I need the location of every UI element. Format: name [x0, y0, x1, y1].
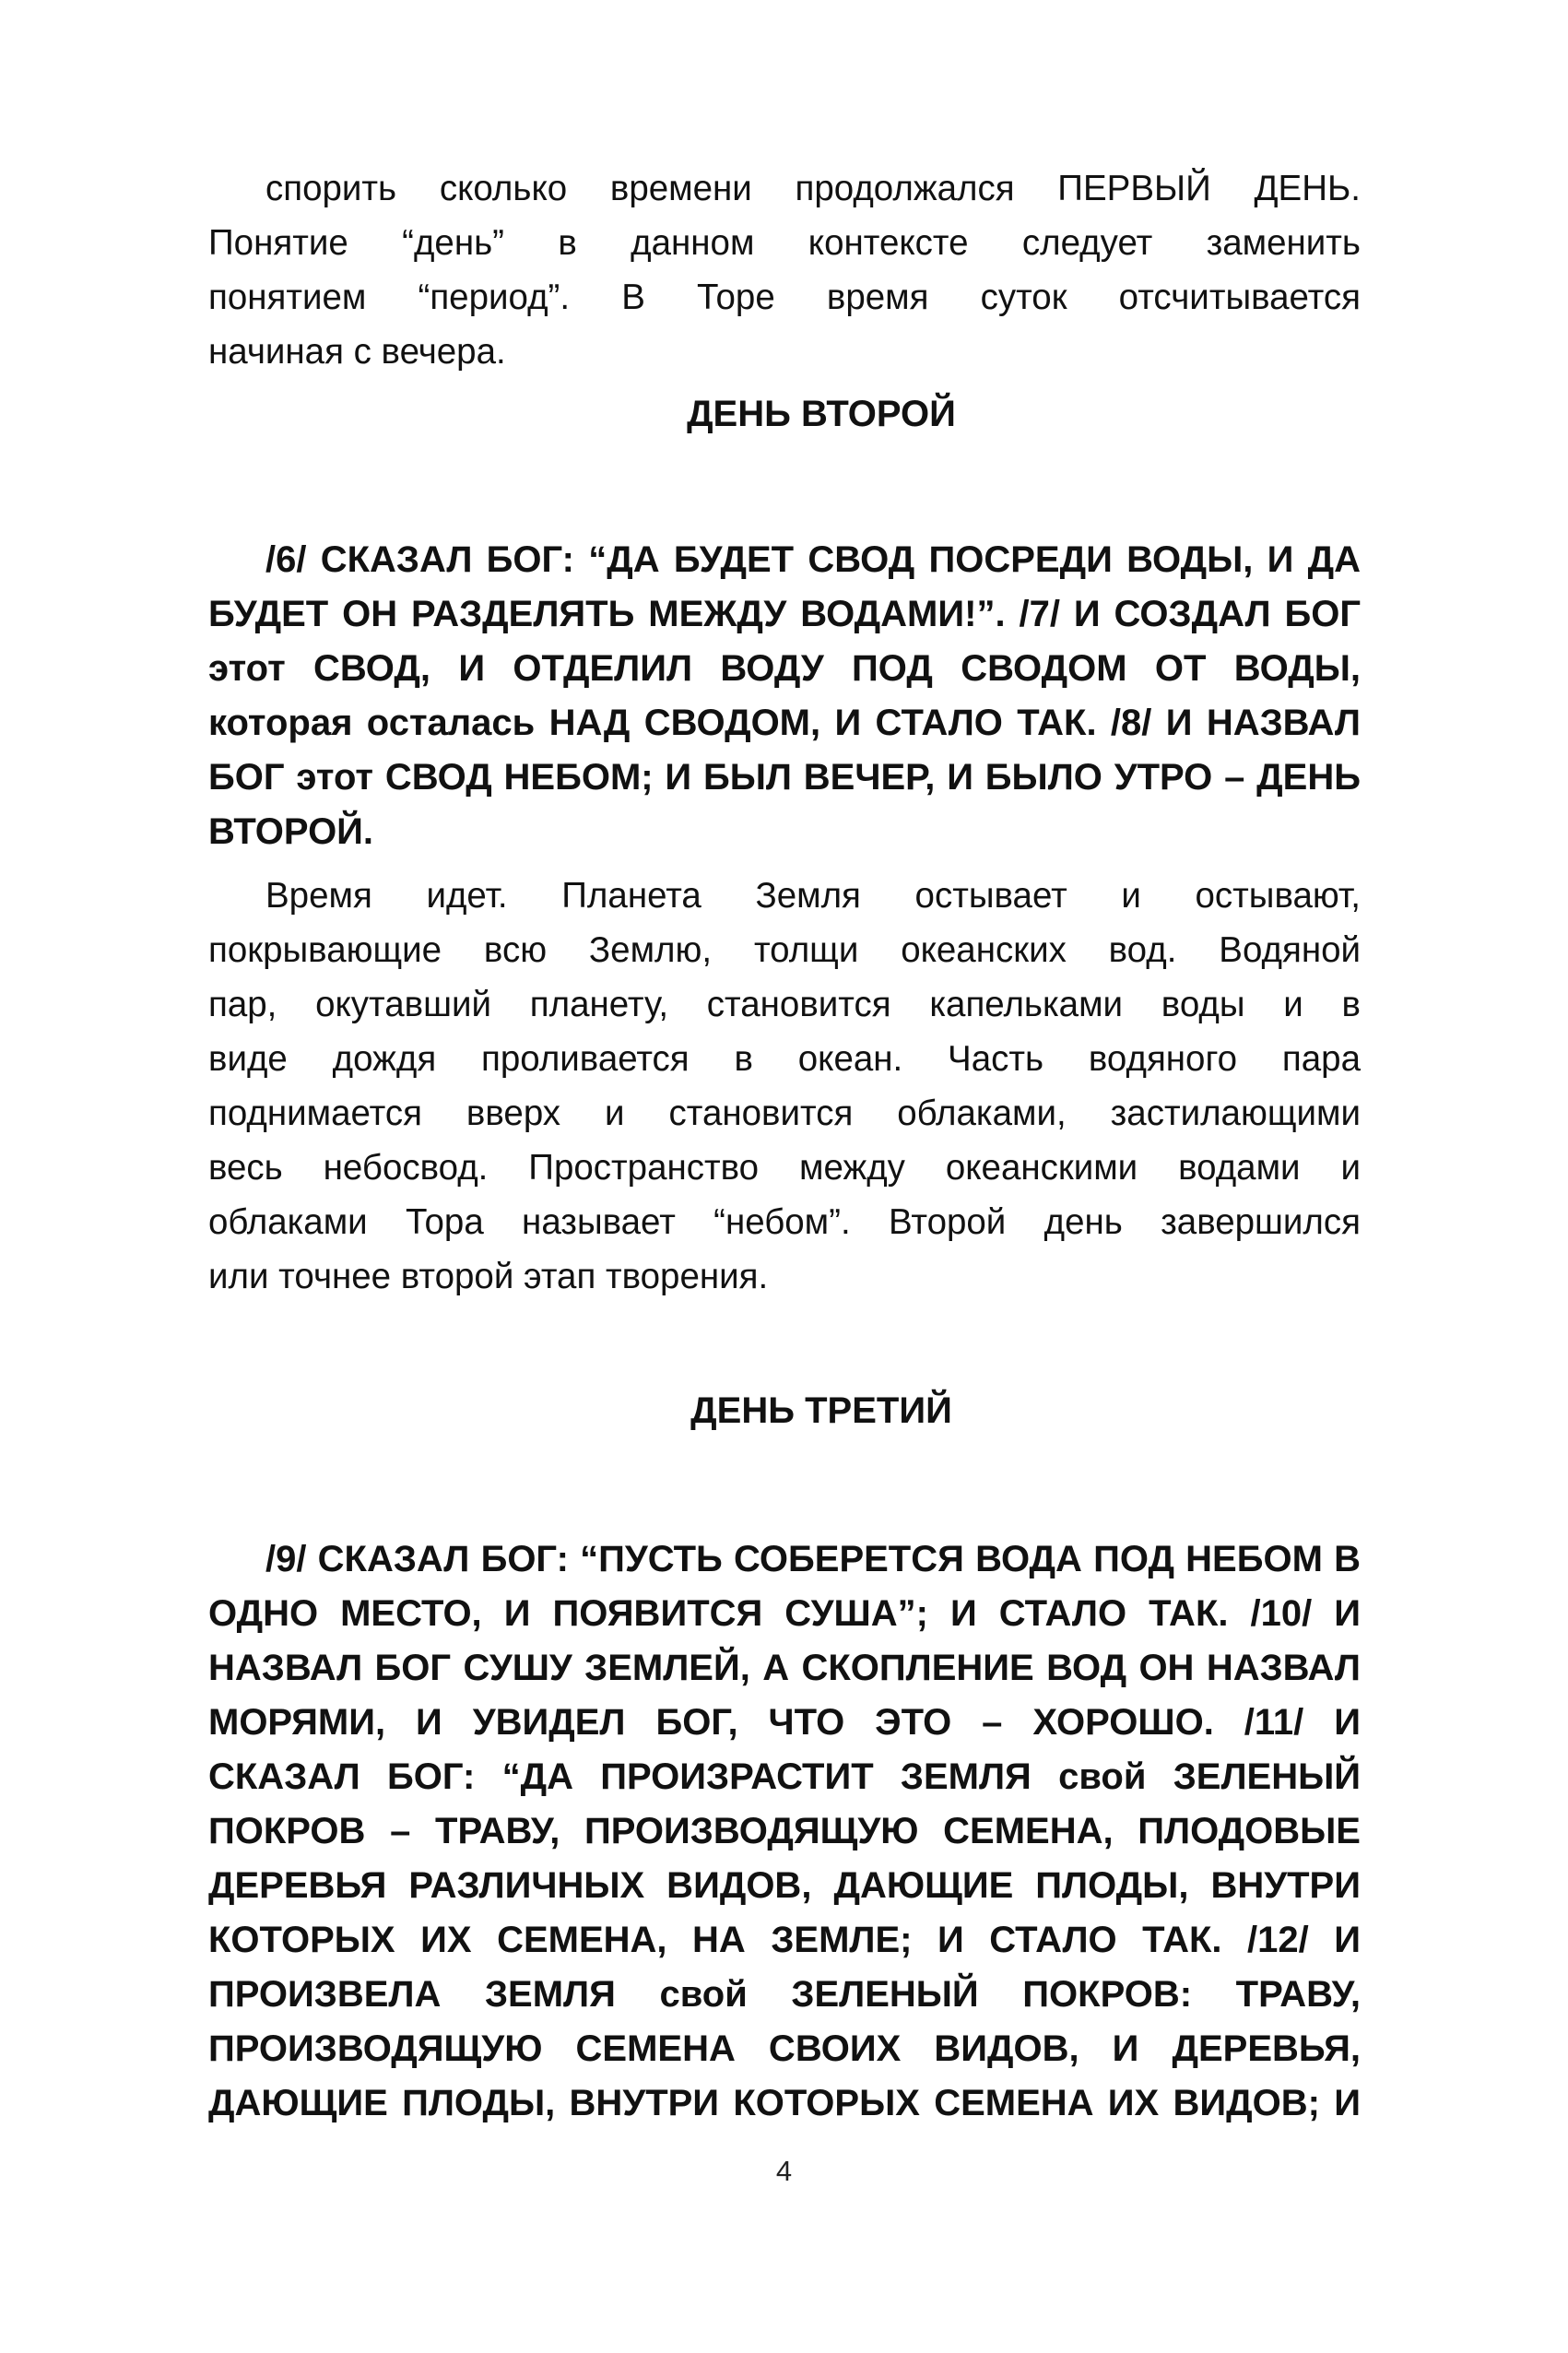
verse-line: СКАЗАЛ БОГ: “ДА ПРОИЗРАСТИТ ЗЕМЛЯ свой ЗЕЛЕНЫЙ: [208, 1756, 1361, 1797]
verse-line: ПОКРОВ – ТРАВУ, ПРОИЗВОДЯЩУЮ СЕМЕНА, ПЛОДОВЫЕ: [208, 1811, 1361, 1851]
page-number: 4: [775, 2155, 793, 2187]
text-line: Время идет. Планета Земля остывает и остывают,: [265, 876, 1361, 916]
verse-line: /6/ СКАЗАЛ БОГ: “ДА БУДЕТ СВОД ПОСРЕДИ ВОДЫ, И ДА: [265, 539, 1361, 580]
text-line: начиная с вечера.: [208, 332, 506, 372]
verse-line: КОТОРЫХ ИХ СЕМЕНА, НА ЗЕМЛЕ; И СТАЛО ТАК. /12/ И: [208, 1920, 1361, 1960]
verse-block-6-8: [208, 533, 1361, 859]
verse-line: которая осталась НАД СВОДОМ, И СТАЛО ТАК. /8/ И НАЗВАЛ: [208, 703, 1361, 743]
paragraph-second-day-commentary: [208, 869, 1361, 1304]
verse-line: ПРОИЗВОДЯЩУЮ СЕМЕНА СВОИХ ВИДОВ, И ДЕРЕВЬЯ,: [208, 2028, 1361, 2069]
text-line: облаками Тора называет “небом”. Второй день завершился: [208, 1202, 1361, 1242]
text-line: понятием “период”. В Торе время суток отсчитывается: [208, 278, 1361, 317]
heading-day-three: ДЕНЬ ТРЕТИЙ: [690, 1390, 952, 1431]
verse-line: ПРОИЗВЕЛА ЗЕМЛЯ свой ЗЕЛЕНЫЙ ПОКРОВ: ТРАВУ,: [208, 1974, 1361, 2015]
verse-line: ОДНО МЕСТО, И ПОЯВИТСЯ СУША”; И СТАЛО ТАК. /10/ И: [208, 1593, 1361, 1634]
verse-line: ВТОРОЙ.: [208, 811, 374, 852]
verse-line: ДАЮЩИЕ ПЛОДЫ, ВНУТРИ КОТОРЫХ СЕМЕНА ИХ ВИДОВ; И: [208, 2083, 1361, 2123]
paragraph-first-day-end: [208, 161, 1361, 379]
verse-line: БОГ этот СВОД НЕБОМ; И БЫЛ ВЕЧЕР, И БЫЛО УТРО – ДЕНЬ: [208, 757, 1361, 798]
verse-block-9-12: [208, 1532, 1361, 2131]
text-line: весь небосвод. Пространство между океанскими водами и: [208, 1148, 1361, 1188]
verse-line: ДЕРЕВЬЯ РАЗЛИЧНЫХ ВИДОВ, ДАЮЩИЕ ПЛОДЫ, ВНУТРИ: [208, 1865, 1361, 1906]
verse-line: /9/ СКАЗАЛ БОГ: “ПУСТЬ СОБЕРЕТСЯ ВОДА ПОД НЕБОМ В: [265, 1539, 1361, 1579]
text-line: покрывающие всю Землю, толщи океанских вод. Водяной: [208, 930, 1361, 970]
text-line: виде дождя проливается в океан. Часть водяного пара: [208, 1039, 1361, 1079]
heading-day-two: ДЕНЬ ВТОРОЙ: [687, 394, 956, 434]
verse-line: БУДЕТ ОН РАЗДЕЛЯТЬ МЕЖДУ ВОДАМИ!”. /7/ И СОЗДАЛ БОГ: [208, 594, 1361, 634]
verse-line: этот СВОД, И ОТДЕЛИЛ ВОДУ ПОД СВОДОМ ОТ ВОДЫ,: [208, 648, 1361, 689]
text-line: поднимается вверх и становится облаками, застилающими: [208, 1094, 1361, 1133]
text-line: спорить сколько времени продолжался ПЕРВЫЙ ДЕНЬ.: [265, 169, 1361, 208]
text-line: Понятие “день” в данном контексте следует заменить: [208, 223, 1361, 263]
verse-line: НАЗВАЛ БОГ СУШУ ЗЕМЛЕЙ, А СКОПЛЕНИЕ ВОД ОН НАЗВАЛ: [208, 1648, 1361, 1688]
text-line: пар, окутавший планету, становится капельками воды и в: [208, 985, 1361, 1024]
verse-line: МОРЯМИ, И УВИДЕЛ БОГ, ЧТО ЭТО – ХОРОШО. /11/ И: [208, 1702, 1361, 1743]
text-line: или точнее второй этап творения.: [208, 1257, 769, 1296]
